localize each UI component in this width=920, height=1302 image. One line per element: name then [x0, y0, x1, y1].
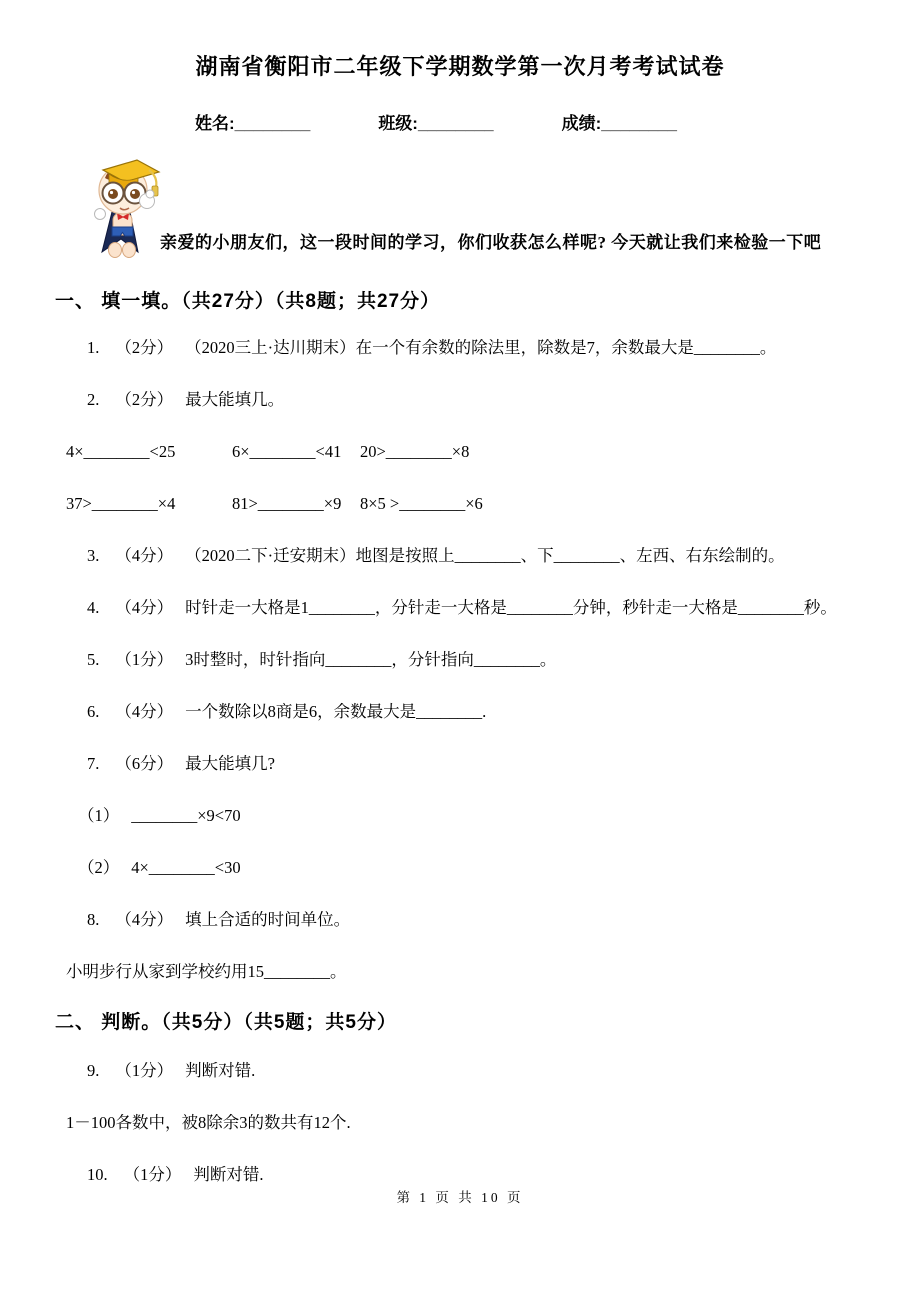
subitem-text: 4×________<30	[131, 858, 241, 877]
question-number: 2.	[87, 390, 100, 409]
section1-heading: 一、 填一填。（共27分）（共8题；共27分）	[55, 291, 441, 312]
page-footer: 第 1 页 共 10 页	[396, 1190, 524, 1205]
equation-blank: 8×5 >________×6	[360, 494, 483, 513]
question-score: （4分）	[115, 598, 174, 617]
equation-blank: 6×________<41	[232, 442, 342, 461]
student-mascot-icon	[84, 152, 166, 260]
question-score: （4分）	[115, 910, 174, 929]
question-text: 填上合适的时间单位。	[185, 910, 351, 929]
question-text: 一个数除以8商是6，余数最大是________.	[185, 702, 487, 721]
equation-row-2	[66, 493, 920, 515]
question-7	[87, 753, 920, 775]
question-number: 1.	[87, 338, 100, 357]
question-9-paragraph: 1－100各数中，被8除余3的数共有12个.	[66, 1113, 351, 1132]
question-score: （6分）	[115, 754, 174, 773]
equation-row-1	[66, 441, 920, 463]
score-field: 成绩:________	[561, 114, 677, 133]
equation-blank: 81>________×9	[232, 494, 342, 513]
subitem-label: （2）	[78, 858, 120, 877]
equation-blank: 37>________×4	[66, 494, 176, 513]
subitem-text: ________×9<70	[131, 806, 241, 825]
name-field: 姓名:________	[195, 114, 311, 133]
intro-block	[0, 148, 920, 266]
subitem-label: （1）	[78, 806, 120, 825]
question-8-paragraph: 小明步行从家到学校约用15________。	[66, 962, 347, 981]
question-text: 3时整时，时针指向________，分针指向________。	[185, 650, 557, 669]
question-number: 4.	[87, 598, 100, 617]
question-number: 6.	[87, 702, 100, 721]
question-text: （2020二下·迁安期末）地图是按照上________、下________、左西、右东绘制的。	[185, 546, 785, 565]
question-score: （2分）	[115, 338, 174, 357]
question-score: （1分）	[115, 1061, 174, 1080]
student-info-row	[0, 109, 920, 134]
question-4	[87, 597, 920, 619]
question-score: （4分）	[115, 702, 174, 721]
question-number: 5.	[87, 650, 100, 669]
question-9	[87, 1060, 920, 1082]
question-7-subitem-2	[78, 857, 920, 879]
question-7-subitem-1	[78, 805, 920, 827]
question-number: 7.	[87, 754, 100, 773]
question-5	[87, 649, 920, 671]
question-score: （4分）	[115, 546, 174, 565]
question-number: 10.	[87, 1165, 108, 1184]
question-text: （2020三上·达川期末）在一个有余数的除法里，除数是7，余数最大是________。	[185, 338, 777, 357]
question-score: （2分）	[115, 390, 174, 409]
question-1	[87, 337, 920, 359]
question-number: 9.	[87, 1061, 100, 1080]
question-3	[87, 545, 920, 567]
page-title: 湖南省衡阳市二年级下学期数学第一次月考考试试卷	[195, 54, 725, 79]
question-text: 判断对错.	[185, 1061, 256, 1080]
question-8	[87, 909, 920, 931]
question-number: 8.	[87, 910, 100, 929]
class-field: 班级:________	[378, 114, 494, 133]
intro-text: 亲爱的小朋友们，这一段时间的学习，你们收获怎么样呢? 今天就让我们来检验一下吧	[160, 233, 822, 252]
equation-blank: 4×________<25	[66, 442, 176, 461]
question-number: 3.	[87, 546, 100, 565]
question-text: 最大能填几?	[185, 754, 275, 773]
question-score: （1分）	[115, 650, 174, 669]
question-text: 最大能填几。	[185, 390, 285, 409]
question-score: （1分）	[123, 1165, 182, 1184]
question-text: 时针走一大格是1________，分针走一大格是________分钟，秒针走一大格是________秒。	[185, 598, 837, 617]
question-10	[87, 1164, 920, 1186]
question-6	[87, 701, 920, 723]
question-text: 判断对错.	[193, 1165, 264, 1184]
equation-blank: 20>________×8	[360, 442, 470, 461]
section2-heading: 二、 判断。（共5分）（共5题；共5分）	[55, 1012, 397, 1033]
question-2	[87, 389, 920, 411]
